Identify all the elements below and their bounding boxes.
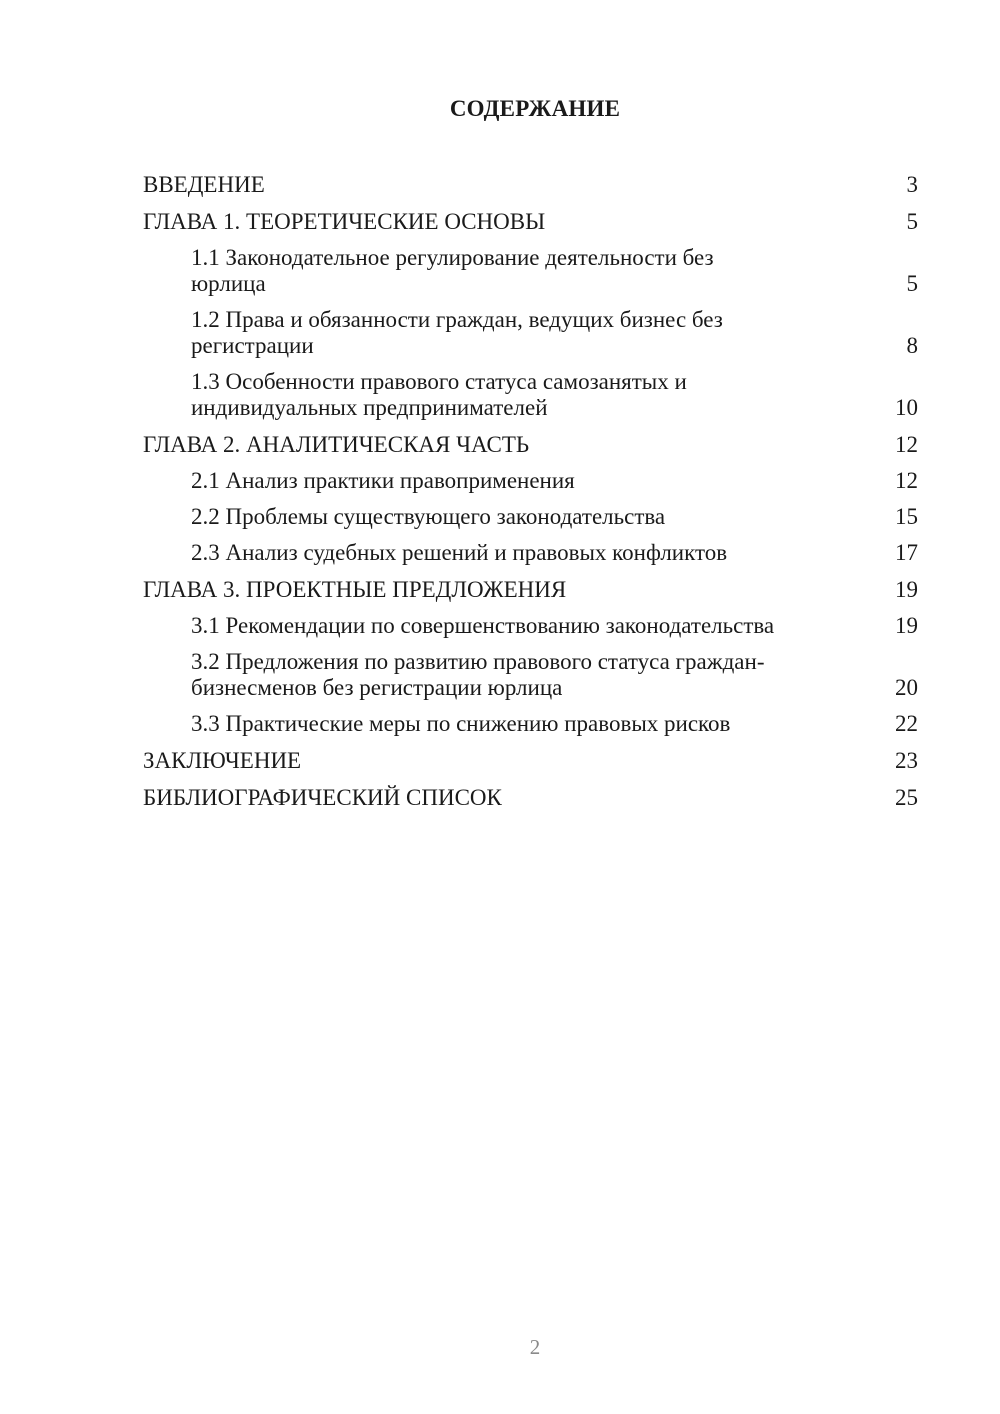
toc-entry-page: 12 bbox=[895, 468, 918, 493]
toc-entry-page: 8 bbox=[906, 333, 918, 358]
toc-entry-chapter-1 bbox=[143, 205, 918, 242]
toc-entry-section-3-2 bbox=[143, 646, 918, 708]
toc-entry-page: 12 bbox=[895, 432, 918, 457]
toc-entry-section-1-2 bbox=[143, 304, 918, 366]
toc-entry-section-3-3 bbox=[143, 708, 918, 744]
toc-entry-bibliography bbox=[143, 781, 918, 818]
toc-entry-text: ВВЕДЕНИЕ bbox=[143, 172, 265, 197]
toc-entry-text: 2.3 Анализ судебных решений и правовых конфликтов bbox=[191, 540, 728, 565]
toc-entry-text: 3.3 Практические меры по снижению правовых рисков bbox=[191, 711, 731, 736]
toc-entry-section-1-3 bbox=[143, 366, 918, 428]
toc-entry-text: 1.3 Особенности правового статуса самозанятых и индивидуальных предпринимателей bbox=[191, 369, 687, 420]
toc-entry-chapter-3 bbox=[143, 573, 918, 610]
toc-entry-section-1-1 bbox=[143, 242, 918, 304]
toc-entry-text: 3.1 Рекомендации по совершенствованию законодательства bbox=[191, 613, 775, 638]
page-title: СОДЕРЖАНИЕ bbox=[449, 96, 621, 121]
toc-entry-page: 22 bbox=[895, 711, 918, 736]
toc-entry-section-2-2 bbox=[143, 501, 918, 537]
toc-entry-introduction bbox=[143, 168, 918, 205]
toc-entry-text: 2.2 Проблемы существующего законодательства bbox=[191, 504, 666, 529]
toc-entry-section-2-3 bbox=[143, 537, 918, 573]
toc-entry-page: 17 bbox=[895, 540, 918, 565]
toc-entry-page: 3 bbox=[906, 172, 918, 197]
toc-entry-page: 5 bbox=[906, 271, 918, 296]
toc-entry-text: БИБЛИОГРАФИЧЕСКИЙ СПИСОК bbox=[143, 785, 502, 810]
toc-entry-text: 1.2 Права и обязанности граждан, ведущих бизнес без регистрации bbox=[191, 307, 723, 358]
toc-entry-page: 19 bbox=[895, 613, 918, 638]
toc-entry-page: 20 bbox=[895, 675, 918, 700]
toc-entry-page: 25 bbox=[895, 785, 918, 810]
toc-entry-page: 19 bbox=[895, 577, 918, 602]
toc-entry-text: 1.1 Законодательное регулирование деятельности без юрлица bbox=[191, 245, 714, 296]
toc-entry-page: 5 bbox=[906, 209, 918, 234]
toc-entry-conclusion bbox=[143, 744, 918, 781]
toc-entry-section-3-1 bbox=[143, 610, 918, 646]
toc-entry-text: ЗАКЛЮЧЕНИЕ bbox=[143, 748, 302, 773]
table-of-contents bbox=[143, 168, 918, 818]
toc-entry-text: 2.1 Анализ практики правоприменения bbox=[191, 468, 575, 493]
toc-entry-page: 15 bbox=[895, 504, 918, 529]
toc-entry-chapter-2 bbox=[143, 428, 918, 465]
toc-entry-text: ГЛАВА 1. ТЕОРЕТИЧЕСКИЕ ОСНОВЫ bbox=[143, 209, 546, 234]
toc-entry-page: 10 bbox=[895, 395, 918, 420]
page-number: 2 bbox=[529, 1335, 541, 1359]
toc-entry-text: 3.2 Предложения по развитию правового статуса граждан-бизнесменов без регистрации юрлица bbox=[191, 649, 765, 700]
toc-entry-page: 23 bbox=[895, 748, 918, 773]
toc-entry-text: ГЛАВА 2. АНАЛИТИЧЕСКАЯ ЧАСТЬ bbox=[143, 432, 530, 457]
toc-entry-section-2-1 bbox=[143, 465, 918, 501]
toc-entry-text: ГЛАВА 3. ПРОЕКТНЫЕ ПРЕДЛОЖЕНИЯ bbox=[143, 577, 567, 602]
